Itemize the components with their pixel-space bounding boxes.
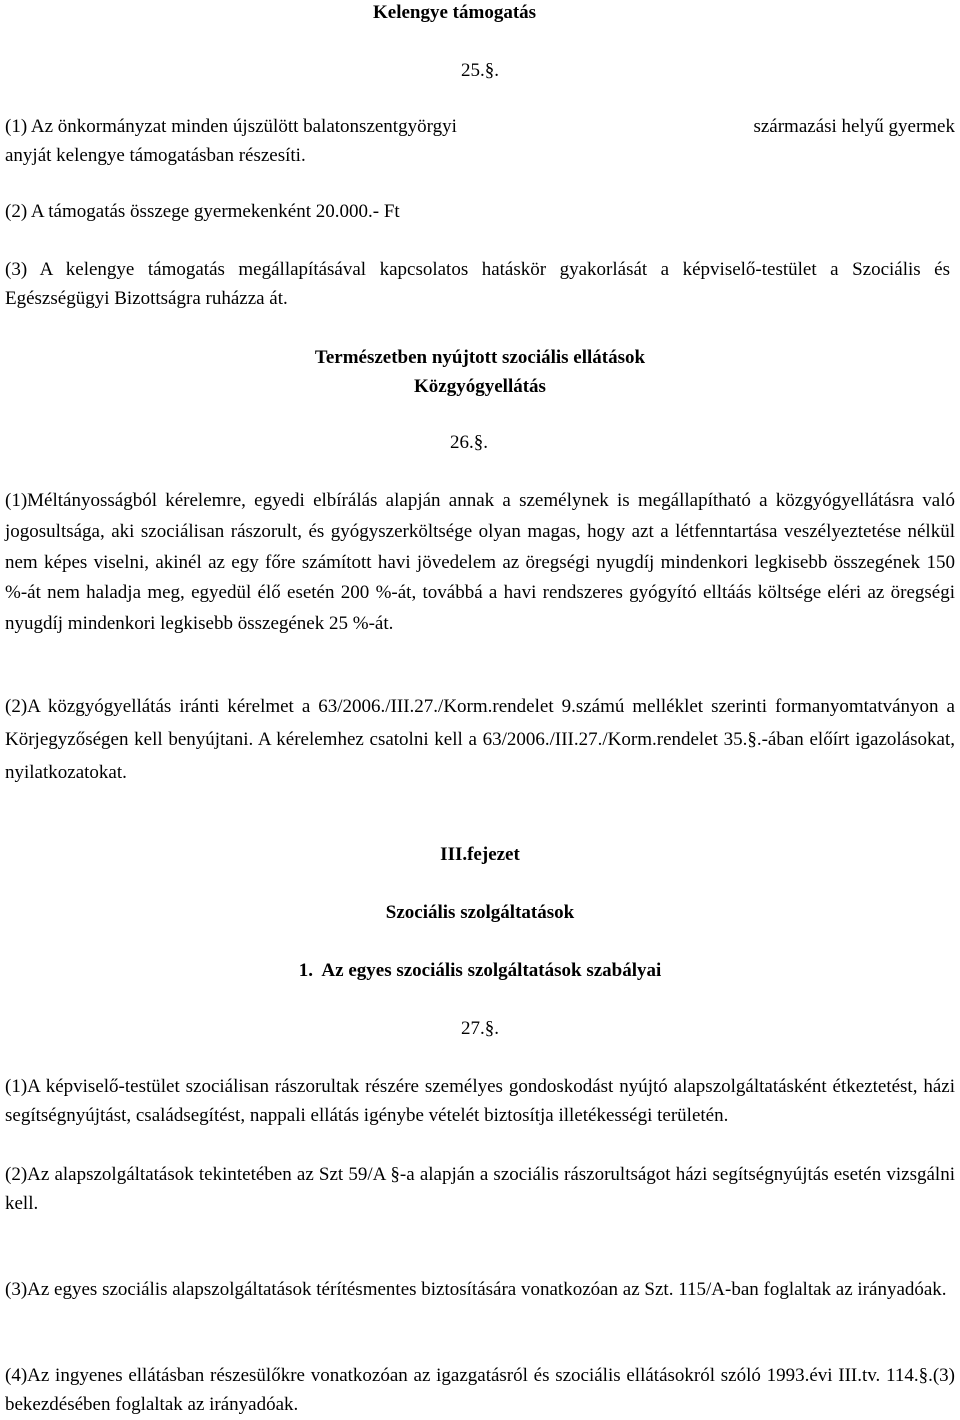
heading-kelengye: Kelengye támogatás [373, 2, 537, 23]
s26-p1: (1)Méltányosságból kérelemre, egyedi elbírálás alapján annak a személynek is megállapítható a közgyógyellátásra való jogosultsága, aki szociálisan rászorult, és gyógyszerköltsége olyan magas, hogy azt a létfenntartása veszélyeztetése nélkül nem képes viselni, akinél az egy főre számított havi jövedelem az öregségi nyugdíj mindenkori legkisebb összegének 150 %-át nem haladja meg, egyedül élő esetén 200 %-át, továbbá a havi rendszeres gyógyító elltáás költsége eléri az öregségi nyugdíj mindenkori legkisebb összegének 25 %-át. [5, 490, 955, 635]
s27-p3: (3)Az egyes szociális alapszolgáltatások térítésmentes biztosítására vonatkozóan az Szt. 115/A-ban foglaltak az irányadóak. [5, 1279, 947, 1300]
s25-p1-line2: anyját kelengye támogatásban részesíti. [5, 145, 306, 166]
s27-p1: (1)A képviselő-testület szociálisan rászorultak részére személyes gondoskodást nyújtó alapszolgáltatásként étkeztetést, házi segítségnyújtást, családsegítést, nappali ellátás igénybe vételét biztosítja illetékességi területén. [5, 1076, 955, 1126]
s27-p4: (4)Az ingyenes ellátásban részesülőkre vonatkozóan az igazgatásról és szociális ellátásokról szóló 1993.évi III.tv. 114.§.(3) bekezdésében foglaltak az irányadóak. [5, 1365, 955, 1415]
section-25-number: 25.§. [461, 60, 499, 81]
section-26-number: 26.§. [450, 432, 488, 453]
s25-p1-line1 [5, 112, 955, 141]
s25-p3: (3) A kelengye támogatás megállapításával kapcsolatos hatáskör gyakorlását a képviselő-testület a Szociális és Egészségügyi Bizottságra ruházza át. [5, 259, 950, 309]
s25-p2: (2) A támogatás összege gyermekenként 20.000.- Ft [5, 201, 400, 222]
chapter-iii: III.fejezet [440, 844, 520, 865]
s26-p2: (2)A közgyógyellátás iránti kérelmet a 63/2006./III.27./Korm.rendelet 9.számú melléklet szerinti formanyomtatványon a Körjegyzőségen kell benyújtani. A kérelemhez csatolni kell a 63/2006./III.27./Korm.rendelet 35.§.-ában előírt igazolásokat, nyilatkozatokat. [5, 696, 955, 783]
section-27-number: 27.§. [461, 1018, 499, 1039]
heading-kozgyogyellatas: Közgyógyellátás [414, 376, 546, 397]
s25-p1-right: származási helyű gyermek [753, 116, 955, 137]
heading-termeszetben: Természetben nyújtott szociális ellátások [314, 347, 646, 368]
chapter-subtitle: 1. Az egyes szociális szolgáltatások szabályai [298, 960, 662, 981]
s25-p1-left: (1) Az önkormányzat minden újszülött balatonszentgyörgyi [5, 116, 457, 137]
chapter-title: Szociális szolgáltatások [385, 902, 575, 923]
s27-p2: (2)Az alapszolgáltatások tekintetében az Szt 59/A §-a alapján a szociális rászorultságot házi segítségnyújtás esetén vizsgálni kell. [5, 1164, 955, 1214]
